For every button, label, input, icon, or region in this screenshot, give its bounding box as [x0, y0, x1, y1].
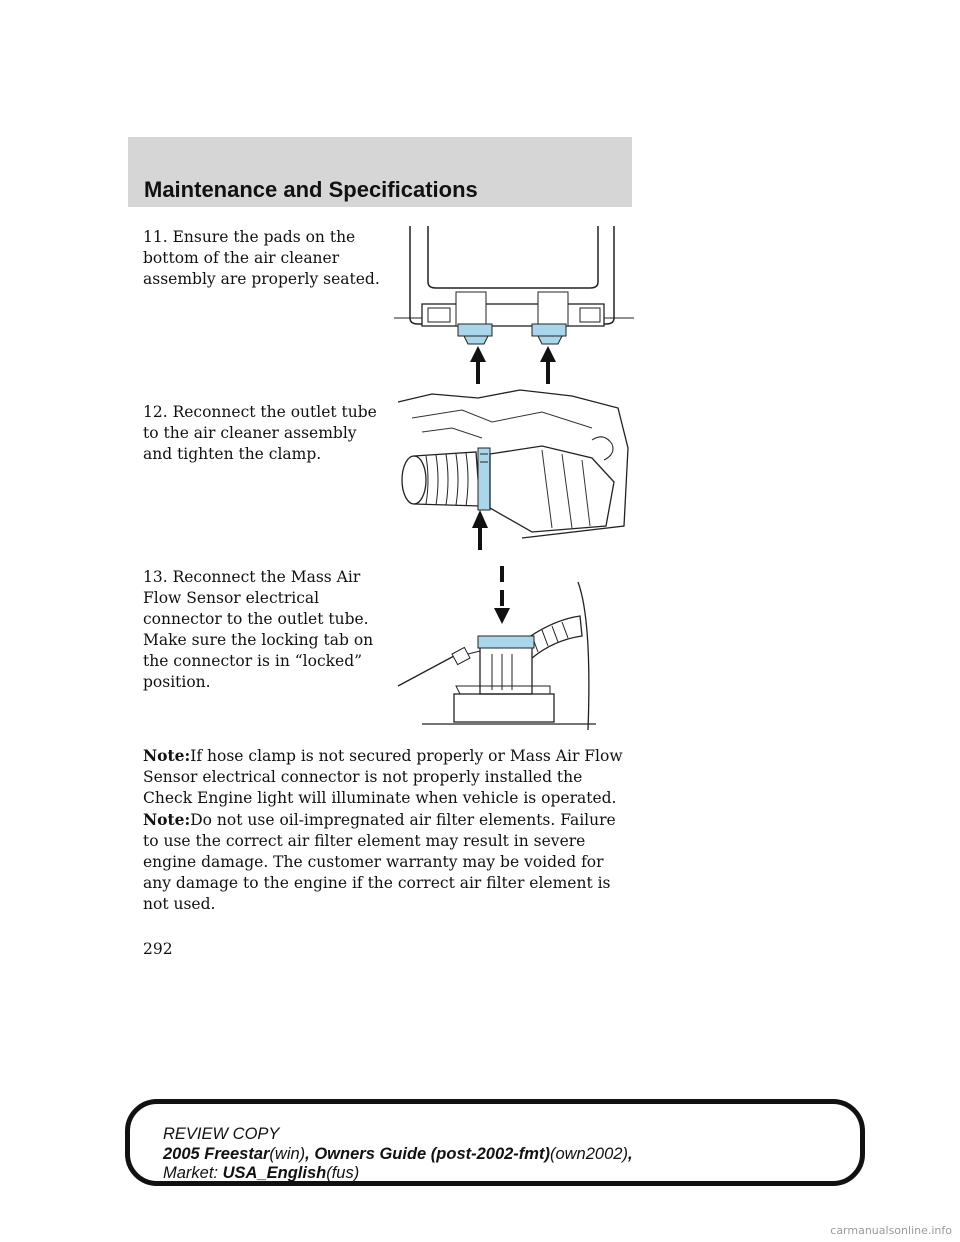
step-13-text: 13. Reconnect the Mass Air Flow Sensor electrical connector to the outlet tube. Make sure the locking tab on the connector is in “locked” position.	[143, 568, 374, 691]
note-label: Note:	[143, 810, 191, 829]
footer-review-copy: REVIEW COPY	[163, 1125, 280, 1143]
footer-guide-code: (own2002)	[549, 1145, 628, 1163]
footer-market: USA_English	[222, 1164, 327, 1182]
footer-market-code: (fus)	[326, 1164, 360, 1182]
step-12-text: 12. Reconnect the outlet tube to the air cleaner assembly and tighten the clamp.	[143, 403, 377, 463]
footer-market-line	[163, 1164, 359, 1183]
page-number: 292	[143, 940, 173, 958]
footer-guide: Owners Guide (post-2002-fmt)	[314, 1145, 550, 1163]
footer-model-code: (win)	[269, 1145, 306, 1163]
footer-document-line	[163, 1145, 633, 1164]
step-11-text: 11. Ensure the pads on the bottom of the air cleaner assembly are properly seated.	[143, 228, 380, 288]
footer-trailing-comma: ,	[627, 1145, 633, 1163]
note-text: Do not use oil-impregnated air filter elements. Failure to use the correct air filter element may result in severe engine damage. The customer warranty may be voided for any damage to the engine if the correct air filter element is not used.	[143, 811, 616, 913]
note-air-filter	[143, 809, 633, 915]
section-title: Maintenance and Specifications	[144, 177, 478, 202]
footer-separator: ,	[305, 1145, 315, 1163]
footer-market-label: Market:	[163, 1164, 219, 1182]
maf-sensor-connector-illustration	[392, 560, 636, 734]
note-label: Note:	[143, 746, 191, 765]
air-cleaner-pads-illustration	[392, 222, 636, 386]
note-text: If hose clamp is not secured properly or Mass Air Flow Sensor electrical connector is not properly installed the Check Engine light will illuminate when vehicle is operated.	[143, 747, 623, 807]
footer-model: 2005 Freestar	[163, 1145, 270, 1163]
note-check-engine	[143, 745, 633, 809]
outlet-tube-clamp-illustration	[392, 388, 636, 552]
site-watermark: carmanualsonline.info	[830, 1224, 952, 1237]
